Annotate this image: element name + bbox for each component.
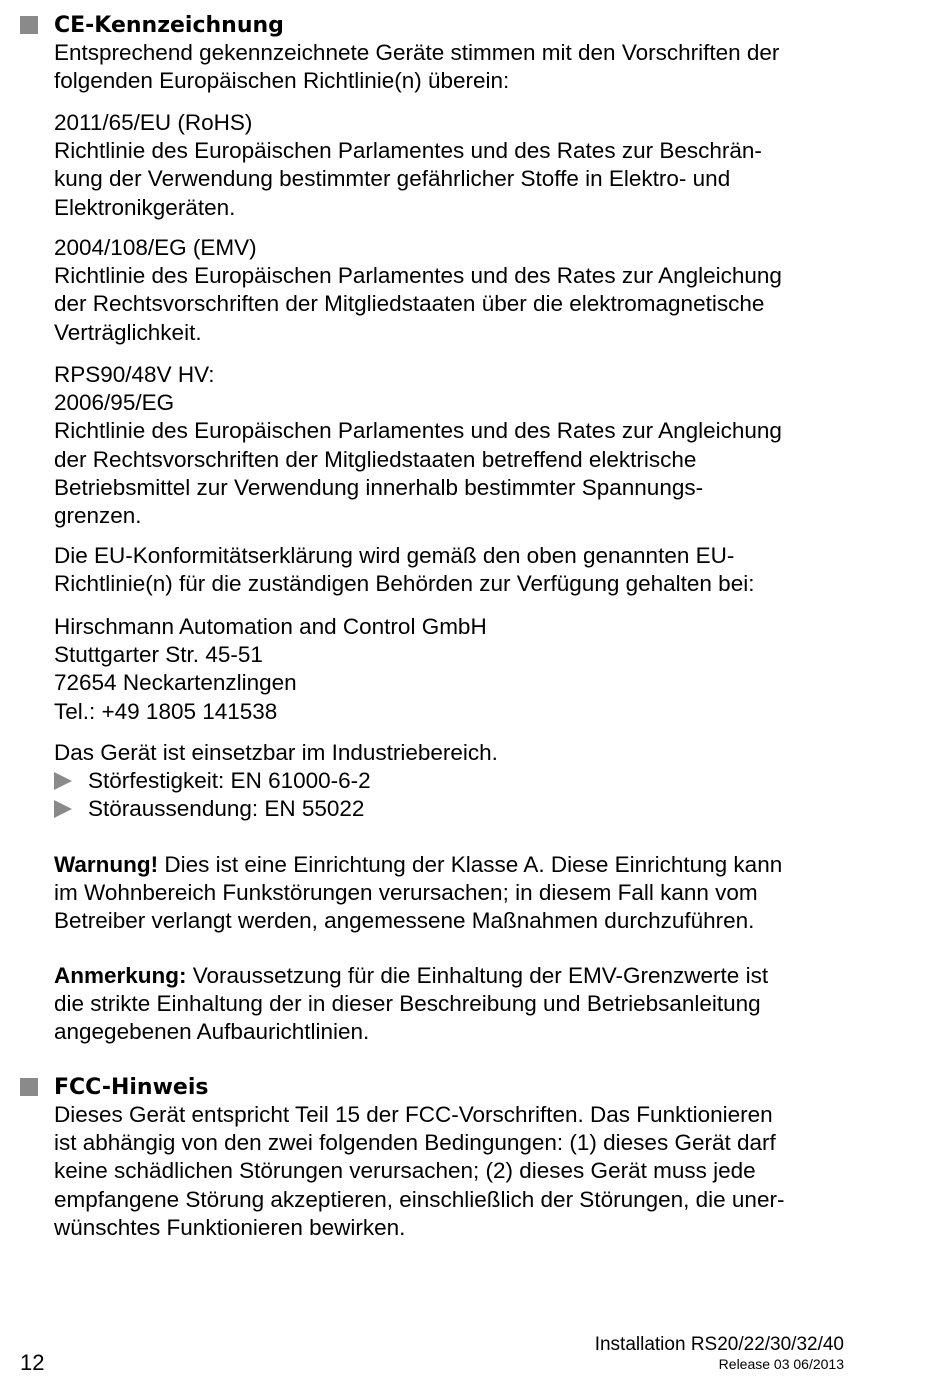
fcc-title: FCC-Hinweis	[54, 1074, 209, 1100]
text-line: der Rechtsvorschriften der Mitgliedstaaten betreffend elektrische	[54, 446, 697, 472]
text-line: Richtlinie(n) für die zuständigen Behörden zur Verfügung gehalten bei:	[54, 571, 755, 597]
text-line: Richtlinie des Europäischen Parlamentes und des Rates zur Angleichung	[54, 418, 782, 444]
text-line: grenzen.	[54, 503, 142, 529]
note-paragraph	[54, 962, 854, 1047]
text-line: Elektronikgeräten.	[54, 194, 236, 220]
warning-label: Warnung!	[54, 852, 159, 877]
text-line: Betriebsmittel zur Verwendung innerhalb bestimmter Spannungs-	[54, 474, 704, 500]
note-text: Voraussetzung für die Einhaltung der EMV-Grenzwerte ist	[186, 963, 769, 988]
text-line: Das Gerät ist einsetzbar im Industriebereich.	[54, 740, 498, 765]
warning-text: Dies ist eine Einrichtung der Klasse A. Diese Einrichtung kann	[158, 852, 783, 877]
standard-list-item	[54, 795, 854, 823]
footer-info	[595, 1334, 844, 1372]
standard-text: Störaussendung: EN 55022	[88, 796, 365, 822]
warning-paragraph	[54, 851, 854, 936]
text-line	[54, 851, 854, 879]
text-line: 2006/95/EG	[54, 390, 175, 416]
text-line: Richtlinie des Europäischen Parlamentes und des Rates zur Beschrän-	[54, 138, 762, 164]
street: Stuttgarter Str. 45-51	[54, 642, 263, 668]
page-number: 12	[20, 1350, 45, 1375]
text-line	[54, 962, 854, 990]
text-line: Richtlinie des Europäischen Parlamentes und des Rates zur Angleichung	[54, 263, 782, 289]
standard-list-item	[54, 767, 854, 795]
ce-title: CE-Kennzeichnung	[54, 12, 284, 38]
standard-text: Störfestigkeit: EN 61000-6-2	[88, 768, 371, 794]
square-bullet-icon	[20, 1078, 38, 1096]
text-line: 2004/108/EG (EMV)	[54, 235, 257, 260]
text-line: die strikte Einhaltung der in dieser Beschreibung und Betriebsanleitung	[54, 991, 761, 1017]
text-line: Dieses Gerät entspricht Teil 15 der FCC-Vorschriften. Das Funktionieren	[54, 1102, 773, 1127]
text-line: 2011/65/EU (RoHS)	[54, 110, 253, 135]
footer-release: Release 03 06/2013	[718, 1356, 844, 1372]
fcc-section-heading	[20, 1072, 208, 1102]
text-line: Betreiber verlangt werden, angemessene Maßnahmen durchzuführen.	[54, 908, 755, 934]
text-line: kung der Verwendung bestimmter gefährlicher Stoffe in Elektro- und	[54, 166, 731, 192]
company-name: Hirschmann Automation and Control GmbH	[54, 614, 487, 639]
text-line: der Rechtsvorschriften der Mitgliedstaaten über die elektromagnetische	[54, 291, 765, 317]
fcc-paragraph	[54, 1101, 854, 1242]
ce-intro	[54, 39, 854, 95]
text-line: empfangene Störung akzeptieren, einschließlich der Störungen, die uner-	[54, 1186, 785, 1212]
text-line: angegebenen Aufbaurichtlinien.	[54, 1019, 370, 1045]
rps-paragraph	[54, 361, 854, 530]
emv-paragraph	[54, 234, 854, 347]
ce-section-heading	[20, 10, 284, 40]
industry-block	[54, 739, 854, 824]
square-bullet-icon	[20, 16, 38, 34]
declaration-paragraph	[54, 542, 854, 598]
arrow-bullet-icon	[54, 772, 72, 790]
text-line: wünschtes Funktionieren bewirken.	[54, 1214, 406, 1240]
text-line: RPS90/48V HV:	[54, 362, 215, 387]
text-line: Die EU-Konformitätserklärung wird gemäß den oben genannten EU-	[54, 543, 735, 568]
text-line: Entsprechend gekennzeichnete Geräte stimmen mit den Vorschriften der	[54, 40, 780, 65]
footer-title: Installation RS20/22/30/32/40	[594, 1334, 844, 1355]
arrow-bullet-icon	[54, 800, 72, 818]
address-block	[54, 613, 854, 726]
text-line: ist abhängig von den zwei folgenden Bedingungen: (1) dieses Gerät darf	[54, 1130, 776, 1156]
city: 72654 Neckartenzlingen	[54, 670, 297, 696]
note-label: Anmerkung:	[54, 963, 187, 988]
phone: Tel.: +49 1805 141538	[54, 698, 278, 724]
text-line: Verträglichkeit.	[54, 319, 202, 345]
text-line: folgenden Europäischen Richtlinie(n) überein:	[54, 68, 510, 94]
rohs-paragraph	[54, 109, 854, 222]
text-line: im Wohnbereich Funkstörungen verursachen; in diesem Fall kann vom	[54, 880, 758, 906]
text-line: keine schädlichen Störungen verursachen; (2) dieses Gerät muss jede	[54, 1158, 756, 1184]
